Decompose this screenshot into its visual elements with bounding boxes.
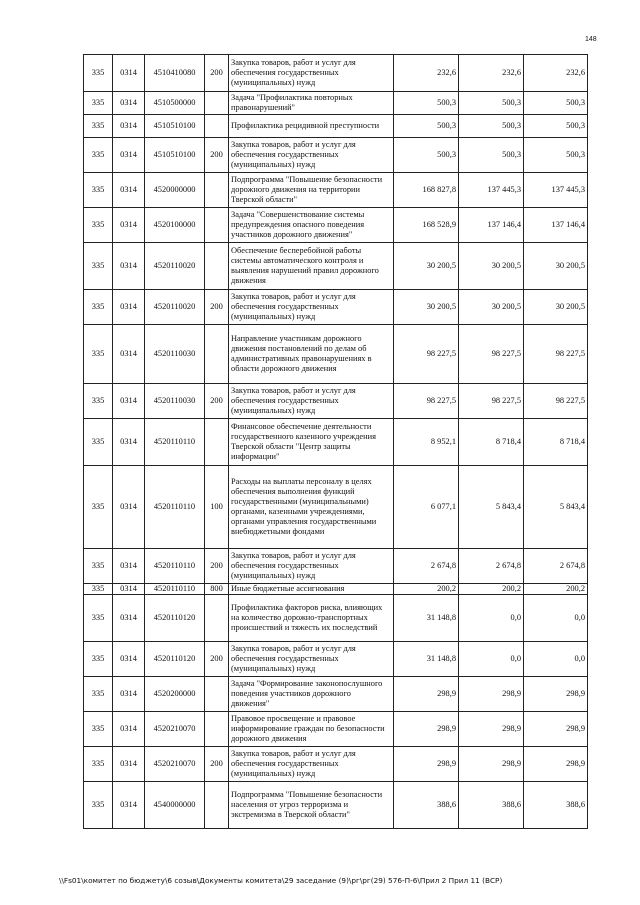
admin-code-cell: 335	[84, 138, 113, 173]
section-code-cell: 0314	[113, 747, 145, 782]
amount-year1-cell: 30 200,5	[394, 243, 459, 290]
amount-year3-cell: 200,2	[524, 584, 588, 595]
target-article-cell: 4520110020	[145, 243, 205, 290]
amount-year2-cell: 30 200,5	[459, 243, 524, 290]
section-code-cell: 0314	[113, 419, 145, 466]
target-article-cell: 4520110120	[145, 642, 205, 677]
description-cell: Закупка товаров, работ и услуг для обеспечения государственных (муниципальных) нужд	[229, 747, 394, 782]
description-cell: Иные бюджетные ассигнования	[229, 584, 394, 595]
section-code-cell: 0314	[113, 55, 145, 92]
description-cell: Профилактика рецидивной преступности	[229, 115, 394, 138]
admin-code-cell: 335	[84, 584, 113, 595]
table-row	[84, 208, 588, 243]
section-code-cell: 0314	[113, 325, 145, 384]
section-code-cell: 0314	[113, 549, 145, 584]
amount-year2-cell: 298,9	[459, 712, 524, 747]
expense-type-cell	[205, 419, 229, 466]
table-row	[84, 92, 588, 115]
target-article-cell: 4520110110	[145, 419, 205, 466]
amount-year3-cell: 500,3	[524, 138, 588, 173]
section-code-cell: 0314	[113, 92, 145, 115]
table-row	[84, 677, 588, 712]
expense-type-cell: 200	[205, 747, 229, 782]
amount-year1-cell: 8 952,1	[394, 419, 459, 466]
section-code-cell: 0314	[113, 173, 145, 208]
amount-year3-cell: 232,6	[524, 55, 588, 92]
section-code-cell: 0314	[113, 115, 145, 138]
expense-type-cell: 200	[205, 138, 229, 173]
description-cell: Закупка товаров, работ и услуг для обеспечения государственных (муниципальных) нужд	[229, 138, 394, 173]
expense-type-cell	[205, 92, 229, 115]
amount-year3-cell: 298,9	[524, 712, 588, 747]
admin-code-cell: 335	[84, 466, 113, 549]
amount-year3-cell: 298,9	[524, 677, 588, 712]
expense-type-cell: 200	[205, 290, 229, 325]
target-article-cell: 4520100000	[145, 208, 205, 243]
section-code-cell: 0314	[113, 782, 145, 829]
table-row	[84, 55, 588, 92]
target-article-cell: 4520110110	[145, 584, 205, 595]
description-cell: Задача "Формирование законопослушного поведения участников дорожного движения"	[229, 677, 394, 712]
section-code-cell: 0314	[113, 595, 145, 642]
description-cell: Закупка товаров, работ и услуг для обеспечения государственных (муниципальных) нужд	[229, 642, 394, 677]
expense-type-cell	[205, 782, 229, 829]
amount-year3-cell: 500,3	[524, 92, 588, 115]
section-code-cell: 0314	[113, 243, 145, 290]
target-article-cell: 4520000000	[145, 173, 205, 208]
amount-year2-cell: 500,3	[459, 138, 524, 173]
amount-year3-cell: 137 146,4	[524, 208, 588, 243]
section-code-cell: 0314	[113, 712, 145, 747]
target-article-cell: 4510410080	[145, 55, 205, 92]
amount-year2-cell: 30 200,5	[459, 290, 524, 325]
admin-code-cell: 335	[84, 92, 113, 115]
expense-type-cell: 100	[205, 466, 229, 549]
admin-code-cell: 335	[84, 173, 113, 208]
description-cell: Подпрограмма "Повышение безопасности населения от угроз терроризма и экстремизма в Тверской области"	[229, 782, 394, 829]
description-cell: Закупка товаров, работ и услуг для обеспечения государственных (муниципальных) нужд	[229, 290, 394, 325]
expense-type-cell	[205, 712, 229, 747]
amount-year2-cell: 0,0	[459, 595, 524, 642]
amount-year2-cell: 500,3	[459, 115, 524, 138]
amount-year2-cell: 2 674,8	[459, 549, 524, 584]
target-article-cell: 4510510100	[145, 138, 205, 173]
amount-year1-cell: 168 528,9	[394, 208, 459, 243]
amount-year1-cell: 500,3	[394, 138, 459, 173]
description-cell: Закупка товаров, работ и услуг для обеспечения государственных (муниципальных) нужд	[229, 384, 394, 419]
amount-year1-cell: 98 227,5	[394, 325, 459, 384]
admin-code-cell: 335	[84, 712, 113, 747]
description-cell: Закупка товаров, работ и услуг для обеспечения государственных (муниципальных) нужд	[229, 55, 394, 92]
table-row	[84, 747, 588, 782]
admin-code-cell: 335	[84, 55, 113, 92]
amount-year3-cell: 137 445,3	[524, 173, 588, 208]
amount-year2-cell: 500,3	[459, 92, 524, 115]
target-article-cell: 4520110110	[145, 466, 205, 549]
expense-type-cell	[205, 173, 229, 208]
amount-year2-cell: 298,9	[459, 677, 524, 712]
amount-year2-cell: 0,0	[459, 642, 524, 677]
amount-year1-cell: 31 148,8	[394, 595, 459, 642]
target-article-cell: 4520110110	[145, 549, 205, 584]
expense-type-cell	[205, 115, 229, 138]
amount-year2-cell: 232,6	[459, 55, 524, 92]
amount-year1-cell: 500,3	[394, 115, 459, 138]
description-cell: Направление участникам дорожного движения постановлений по делам об административных правонарушениях в области дорожного движения	[229, 325, 394, 384]
expense-type-cell: 200	[205, 642, 229, 677]
section-code-cell: 0314	[113, 208, 145, 243]
admin-code-cell: 335	[84, 115, 113, 138]
table-row	[84, 782, 588, 829]
section-code-cell: 0314	[113, 384, 145, 419]
description-cell: Профилактика факторов риска, влияющих на количество дорожно-транспортных происшествий и тяжесть их последствий	[229, 595, 394, 642]
description-cell: Закупка товаров, работ и услуг для обеспечения государственных (муниципальных) нужд	[229, 549, 394, 584]
target-article-cell: 4520110030	[145, 325, 205, 384]
expense-type-cell	[205, 243, 229, 290]
amount-year3-cell: 298,9	[524, 747, 588, 782]
admin-code-cell: 335	[84, 747, 113, 782]
admin-code-cell: 335	[84, 243, 113, 290]
table-row	[84, 595, 588, 642]
amount-year1-cell: 232,6	[394, 55, 459, 92]
admin-code-cell: 335	[84, 325, 113, 384]
table-row	[84, 115, 588, 138]
amount-year3-cell: 98 227,5	[524, 325, 588, 384]
admin-code-cell: 335	[84, 549, 113, 584]
amount-year1-cell: 500,3	[394, 92, 459, 115]
section-code-cell: 0314	[113, 138, 145, 173]
amount-year1-cell: 388,6	[394, 782, 459, 829]
amount-year1-cell: 30 200,5	[394, 290, 459, 325]
amount-year3-cell: 5 843,4	[524, 466, 588, 549]
amount-year2-cell: 98 227,5	[459, 384, 524, 419]
footer-file-path: \\Fs01\комитет по бюджету\6 созыв\Документы комитета\29 заседание (9)\рг\рг(29) 576-П-6\Прил 2 Прил 11 (ВСР)	[59, 876, 503, 885]
amount-year2-cell: 137 146,4	[459, 208, 524, 243]
page-number: 148	[585, 36, 597, 43]
target-article-cell: 4520210070	[145, 747, 205, 782]
description-cell: Обеспечение бесперебойной работы системы автоматического контроля и выявления нарушений правил дорожного движения	[229, 243, 394, 290]
expense-type-cell: 200	[205, 384, 229, 419]
amount-year2-cell: 98 227,5	[459, 325, 524, 384]
amount-year3-cell: 30 200,5	[524, 290, 588, 325]
amount-year1-cell: 298,9	[394, 677, 459, 712]
amount-year2-cell: 388,6	[459, 782, 524, 829]
description-cell: Подпрограмма "Повышение безопасности дорожного движения на территории Тверской области"	[229, 173, 394, 208]
amount-year1-cell: 168 827,8	[394, 173, 459, 208]
amount-year3-cell: 500,3	[524, 115, 588, 138]
admin-code-cell: 335	[84, 677, 113, 712]
amount-year3-cell: 0,0	[524, 642, 588, 677]
admin-code-cell: 335	[84, 384, 113, 419]
section-code-cell: 0314	[113, 584, 145, 595]
table-body	[84, 55, 588, 829]
admin-code-cell: 335	[84, 290, 113, 325]
target-article-cell: 4520110120	[145, 595, 205, 642]
amount-year1-cell: 298,9	[394, 712, 459, 747]
description-cell: Задача "Профилактика повторных правонарушений"	[229, 92, 394, 115]
table-row	[84, 173, 588, 208]
target-article-cell: 4520110020	[145, 290, 205, 325]
section-code-cell: 0314	[113, 466, 145, 549]
target-article-cell: 4540000000	[145, 782, 205, 829]
table-row	[84, 712, 588, 747]
expense-type-cell	[205, 677, 229, 712]
description-cell: Расходы на выплаты персоналу в целях обеспечения выполнения функций государственными (муниципальными) органами, казенными учреждениями, органами управления государственными внебюджетными фондами	[229, 466, 394, 549]
amount-year2-cell: 200,2	[459, 584, 524, 595]
expense-type-cell: 800	[205, 584, 229, 595]
table-row	[84, 419, 588, 466]
amount-year3-cell: 2 674,8	[524, 549, 588, 584]
target-article-cell: 4510510100	[145, 115, 205, 138]
target-article-cell: 4520200000	[145, 677, 205, 712]
expense-type-cell: 200	[205, 55, 229, 92]
amount-year1-cell: 2 674,8	[394, 549, 459, 584]
description-cell: Задача "Совершенствование системы предупреждения опасного поведения участников дорожного движения"	[229, 208, 394, 243]
expense-type-cell	[205, 208, 229, 243]
admin-code-cell: 335	[84, 208, 113, 243]
table-row	[84, 466, 588, 549]
expense-type-cell	[205, 325, 229, 384]
amount-year2-cell: 298,9	[459, 747, 524, 782]
target-article-cell: 4520210070	[145, 712, 205, 747]
amount-year3-cell: 30 200,5	[524, 243, 588, 290]
amount-year2-cell: 8 718,4	[459, 419, 524, 466]
section-code-cell: 0314	[113, 290, 145, 325]
section-code-cell: 0314	[113, 642, 145, 677]
admin-code-cell: 335	[84, 419, 113, 466]
amount-year2-cell: 5 843,4	[459, 466, 524, 549]
amount-year3-cell: 8 718,4	[524, 419, 588, 466]
amount-year3-cell: 98 227,5	[524, 384, 588, 419]
amount-year3-cell: 0,0	[524, 595, 588, 642]
admin-code-cell: 335	[84, 782, 113, 829]
expense-type-cell	[205, 595, 229, 642]
amount-year1-cell: 31 148,8	[394, 642, 459, 677]
description-cell: Правовое просвещение и правовое информирование граждан по безопасности дорожного движения	[229, 712, 394, 747]
table-row	[84, 642, 588, 677]
expense-type-cell: 200	[205, 549, 229, 584]
section-code-cell: 0314	[113, 677, 145, 712]
admin-code-cell: 335	[84, 642, 113, 677]
admin-code-cell: 335	[84, 595, 113, 642]
table-row	[84, 138, 588, 173]
budget-table	[83, 54, 588, 829]
amount-year3-cell: 388,6	[524, 782, 588, 829]
amount-year1-cell: 298,9	[394, 747, 459, 782]
amount-year2-cell: 137 445,3	[459, 173, 524, 208]
table-row	[84, 243, 588, 290]
table-row	[84, 384, 588, 419]
amount-year1-cell: 6 077,1	[394, 466, 459, 549]
table-row	[84, 290, 588, 325]
target-article-cell: 4510500000	[145, 92, 205, 115]
table-row	[84, 325, 588, 384]
target-article-cell: 4520110030	[145, 384, 205, 419]
amount-year1-cell: 200,2	[394, 584, 459, 595]
table-row	[84, 549, 588, 584]
amount-year1-cell: 98 227,5	[394, 384, 459, 419]
description-cell: Финансовое обеспечение деятельности государственного казенного учреждения Тверской области "Центр защиты информации"	[229, 419, 394, 466]
table-row	[84, 584, 588, 595]
